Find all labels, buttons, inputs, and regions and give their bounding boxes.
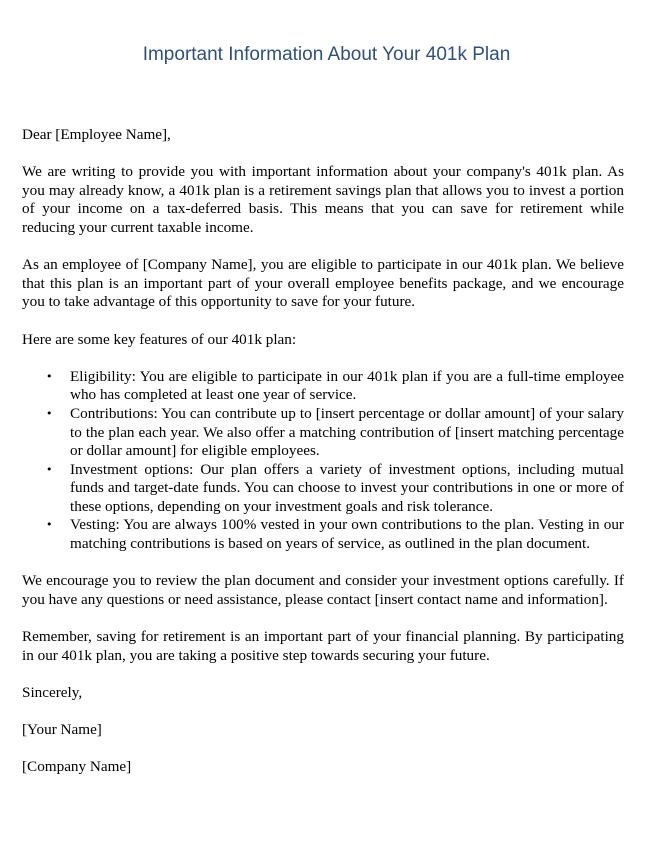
feature-text-contributions: Contributions: You can contribute up to [insert percentage or dollar amount] of your salary to the plan each year. We also offer a matching contribution of [insert matching percentage or dollar amount] for eligible employees. <box>70 404 624 460</box>
letter-body <box>22 126 624 777</box>
bullet-icon: • <box>46 462 53 476</box>
paragraph-intro: We are writing to provide you with important information about your company's 401k plan. As you may already know, a 401k plan is a retirement savings plan that allows you to invest a portion of your income on a tax-deferred basis. This means that you can save for retirement while reducing your current taxable income. <box>22 163 624 236</box>
feature-text-investment-options: Investment options: Our plan offers a variety of investment options, including mutual funds and target-date funds. You can choose to invest your contributions in one or more of these options, depending on your investment goals and risk tolerance. <box>70 460 624 515</box>
list-item <box>46 367 624 405</box>
feature-text-eligibility: Eligibility: You are eligible to participate in our 401k plan if you are a full-time employee who has completed at least one year of service. <box>70 367 624 404</box>
paragraph-review: We encourage you to review the plan document and consider your investment options carefully. If you have any questions or need assistance, please contact [insert contact name and information]. <box>22 572 624 608</box>
salutation: Dear [Employee Name], <box>22 126 171 143</box>
sign-off: Sincerely, <box>22 683 83 701</box>
features-intro: Here are some key features of our 401k plan: <box>22 330 297 348</box>
feature-text-vesting: Vesting: You are always 100% vested in your own contributions to the plan. Vesting in our matching contributions is based on years of service, as outlined in the plan document. <box>70 516 624 553</box>
list-item <box>46 516 624 553</box>
bullet-icon: • <box>46 406 53 420</box>
paragraph-remember: Remember, saving for retirement is an important part of your financial planning. By participating in our 401k plan, you are taking a positive step towards securing your future. <box>22 628 624 664</box>
bullet-icon: • <box>46 369 53 383</box>
list-item <box>46 460 624 517</box>
document-title: Important Information About Your 401k Plan <box>142 44 511 65</box>
features-list <box>22 368 624 554</box>
signature-name: [Your Name] <box>22 721 102 738</box>
signature-company: [Company Name] <box>22 758 132 776</box>
list-item <box>46 404 624 461</box>
bullet-icon: • <box>46 518 53 532</box>
paragraph-eligibility-overview: As an employee of [Company Name], you are eligible to participate in our 401k plan. We believe that this plan is an important part of your overall employee benefits package, and we encourage you to take advantage of this opportunity to save for your future. <box>22 256 624 311</box>
